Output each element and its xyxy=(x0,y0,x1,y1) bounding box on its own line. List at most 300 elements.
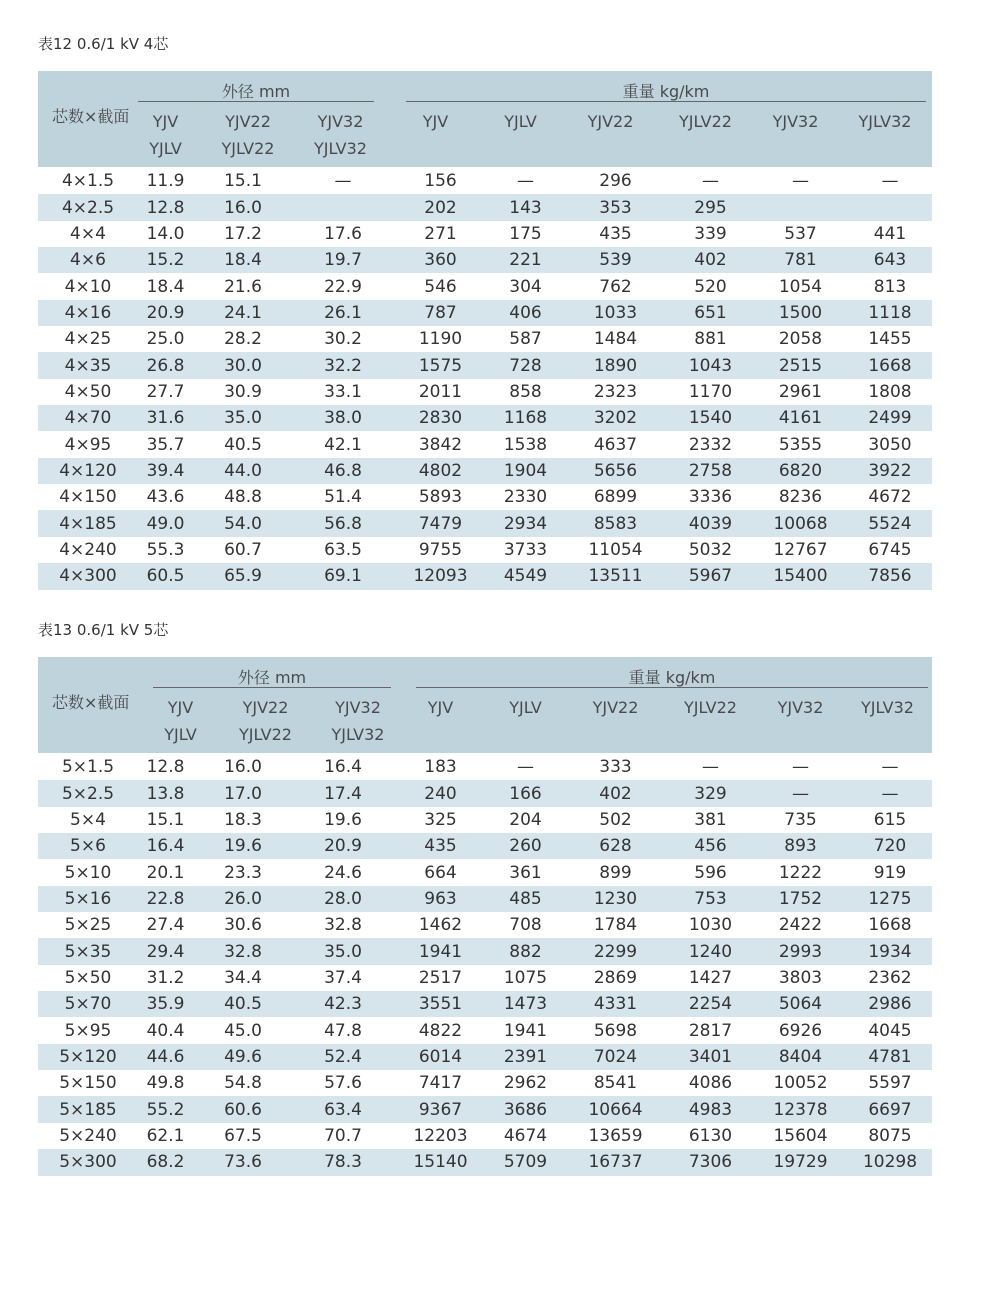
table-cell: 29.4 xyxy=(146,941,185,962)
table-cell: — xyxy=(881,171,899,192)
row-label: 4×50 xyxy=(64,381,112,402)
table-row xyxy=(38,807,932,833)
table-cell: 296 xyxy=(599,171,632,192)
table-cell: 28.0 xyxy=(324,888,362,909)
table-cell: 260 xyxy=(509,836,542,857)
table-cell: 325 xyxy=(424,809,457,830)
table-cell: 69.1 xyxy=(324,566,362,587)
table-row xyxy=(38,1096,932,1122)
table-cell: 5967 xyxy=(688,566,733,587)
wt-col-yjv22: YJV22 xyxy=(587,112,634,131)
table-cell: — xyxy=(517,757,534,778)
table-cell: 55.3 xyxy=(146,539,185,560)
table-cell: 7417 xyxy=(418,1073,463,1094)
table-cell: 19.7 xyxy=(324,250,362,271)
table-cell: 57.6 xyxy=(324,1073,362,1094)
table-cell: 6926 xyxy=(778,1020,823,1041)
table-cell: 753 xyxy=(694,888,727,909)
table-cell: 5597 xyxy=(868,1073,912,1094)
table-cell: 1427 xyxy=(688,967,733,988)
table-cell: 30.2 xyxy=(324,329,362,350)
table12 xyxy=(38,71,932,590)
table-cell: 30.0 xyxy=(224,355,262,376)
table-cell: 65.9 xyxy=(224,566,262,587)
table-cell: 12767 xyxy=(773,539,828,560)
row-label: 4×120 xyxy=(59,460,117,481)
table-cell: 6899 xyxy=(593,487,638,508)
table-cell: 63.4 xyxy=(324,1099,362,1120)
table-row xyxy=(38,379,932,405)
table-cell: 15140 xyxy=(413,1152,468,1173)
wt-col-yjlv32: YJLV32 xyxy=(861,698,914,717)
table-cell: 1484 xyxy=(593,329,638,350)
table-cell: 1075 xyxy=(503,967,548,988)
table-cell: 30.9 xyxy=(224,381,262,402)
table-cell: 1540 xyxy=(688,408,733,429)
table-cell: 5355 xyxy=(778,434,823,455)
table-cell: 2323 xyxy=(593,381,638,402)
table-cell: 73.6 xyxy=(224,1152,262,1173)
table-cell: 4674 xyxy=(503,1125,548,1146)
table-cell: 361 xyxy=(509,862,542,883)
table-cell: 78.3 xyxy=(324,1152,362,1173)
table-cell: 67.5 xyxy=(224,1125,262,1146)
table-cell: 1240 xyxy=(688,941,733,962)
table-cell: 587 xyxy=(509,329,542,350)
table-cell: 17.6 xyxy=(324,223,362,244)
od-group-rule xyxy=(153,687,391,688)
table-cell: 26.8 xyxy=(146,355,185,376)
table-cell: 1030 xyxy=(688,915,733,936)
table-cell: 1784 xyxy=(593,915,638,936)
table-cell: 1575 xyxy=(418,355,463,376)
table-cell: 2299 xyxy=(593,941,638,962)
table-cell: 882 xyxy=(509,941,542,962)
table-cell: 32.8 xyxy=(224,941,262,962)
table-cell: 2993 xyxy=(778,941,823,962)
table-cell: 329 xyxy=(694,783,727,804)
table-cell: 35.9 xyxy=(146,994,185,1015)
table-cell: 7479 xyxy=(418,513,463,534)
table-cell: — xyxy=(881,783,899,804)
table-cell: 13.8 xyxy=(146,783,185,804)
table-cell: 44.0 xyxy=(224,460,262,481)
table-cell: 28.2 xyxy=(224,329,262,350)
table13 xyxy=(38,657,932,1176)
table-row xyxy=(38,754,932,780)
table-cell: 10298 xyxy=(862,1152,918,1173)
table-cell: 899 xyxy=(599,862,632,883)
table-cell: 4331 xyxy=(593,994,638,1015)
table-cell: 15.2 xyxy=(146,250,185,271)
table-cell: 2961 xyxy=(778,381,823,402)
od-col-1-line2: YJLV xyxy=(149,139,182,158)
row-label: 5×240 xyxy=(59,1125,117,1146)
table-cell: — xyxy=(702,757,719,778)
table-cell: 48.8 xyxy=(224,487,262,508)
table12-header xyxy=(38,71,932,167)
od-col-1 xyxy=(153,694,208,748)
table-cell: 1190 xyxy=(418,329,463,350)
od-col-2-line2: YJLV22 xyxy=(239,725,292,744)
table-cell: 35.0 xyxy=(324,941,362,962)
table-row xyxy=(38,510,932,536)
table-cell: 4045 xyxy=(868,1020,912,1041)
table-cell: 546 xyxy=(424,276,457,297)
table-cell: 60.5 xyxy=(146,566,185,587)
table-cell: 1538 xyxy=(503,434,548,455)
od-col-1-line1: YJV xyxy=(167,698,194,717)
table-cell: 37.4 xyxy=(324,967,362,988)
table-cell: 781 xyxy=(784,250,817,271)
od-col-2 xyxy=(218,694,313,748)
table-cell: 893 xyxy=(784,836,817,857)
table-cell: 2934 xyxy=(503,513,548,534)
table-cell: 20.9 xyxy=(324,836,362,857)
table-cell: 12203 xyxy=(413,1125,468,1146)
table-cell: 6014 xyxy=(418,1046,463,1067)
table-cell: 17.2 xyxy=(224,223,262,244)
od-col-1 xyxy=(138,108,193,162)
table-cell: 596 xyxy=(694,862,727,883)
table-cell: 11.9 xyxy=(146,171,185,192)
table-cell: 49.6 xyxy=(224,1046,262,1067)
table-cell: 2330 xyxy=(503,487,548,508)
table-cell: 435 xyxy=(424,836,457,857)
table-cell: 1752 xyxy=(778,888,823,909)
table-cell: 19729 xyxy=(773,1152,828,1173)
table-cell: 4161 xyxy=(778,408,823,429)
table-cell: — xyxy=(881,757,899,778)
table-cell: 70.7 xyxy=(324,1125,362,1146)
od-col-3 xyxy=(293,108,388,162)
table-cell: 24.6 xyxy=(324,862,362,883)
od-col-3-line2: YJLV32 xyxy=(331,725,385,744)
table-cell: 762 xyxy=(599,276,632,297)
table-cell: 14.0 xyxy=(146,223,185,244)
table-cell: 520 xyxy=(694,276,727,297)
row-label: 4×10 xyxy=(64,276,112,297)
table-cell: 204 xyxy=(509,809,542,830)
table-cell: 1473 xyxy=(503,994,548,1015)
table-cell: 2058 xyxy=(778,329,823,350)
row-label: 5×10 xyxy=(64,862,112,883)
table-cell: 24.1 xyxy=(224,302,262,323)
row-label: 5×70 xyxy=(64,994,112,1015)
table-row xyxy=(38,458,932,484)
table-cell: 11054 xyxy=(588,539,643,560)
table-row xyxy=(38,194,932,220)
table-cell: 5032 xyxy=(688,539,733,560)
table-cell: 406 xyxy=(509,302,542,323)
table-cell: 2830 xyxy=(418,408,463,429)
od-col-2 xyxy=(193,108,303,162)
row-label: 5×185 xyxy=(59,1099,117,1120)
od-col-3-line1: YJV32 xyxy=(317,112,364,131)
table-cell: 32.2 xyxy=(324,355,362,376)
table-cell: 49.8 xyxy=(146,1073,185,1094)
table-cell: 202 xyxy=(424,197,457,218)
table-cell: 10068 xyxy=(773,513,828,534)
row-label: 5×4 xyxy=(70,809,106,830)
table-row xyxy=(38,484,932,510)
section-header: 芯数×截面 xyxy=(52,693,130,712)
row-label: 4×25 xyxy=(64,329,112,350)
od-col-1-line1: YJV xyxy=(152,112,179,131)
table-cell: 708 xyxy=(509,915,542,936)
table-cell: 27.4 xyxy=(146,915,185,936)
table-cell: 40.4 xyxy=(146,1020,185,1041)
table-cell: 16.0 xyxy=(224,197,262,218)
table-cell: 353 xyxy=(599,197,632,218)
table12-body xyxy=(38,167,932,590)
table-cell: — xyxy=(517,171,534,192)
table-cell: 47.8 xyxy=(324,1020,362,1041)
od-col-2-line2: YJLV22 xyxy=(221,139,275,158)
table-cell: 35.7 xyxy=(146,434,185,455)
table-cell: 55.2 xyxy=(146,1099,185,1120)
weight-group-rule xyxy=(416,687,928,688)
row-label: 5×150 xyxy=(59,1073,117,1094)
table-cell: 441 xyxy=(873,223,907,244)
table-row xyxy=(38,273,932,299)
table-cell: 25.0 xyxy=(146,329,185,350)
table-cell: 2869 xyxy=(593,967,638,988)
table-cell: 26.0 xyxy=(224,888,262,909)
wt-col-yjlv32: YJLV32 xyxy=(858,112,912,131)
table-cell: 60.6 xyxy=(224,1099,262,1120)
table-cell: 1668 xyxy=(868,355,912,376)
table-cell: 919 xyxy=(873,862,907,883)
table-cell: 19.6 xyxy=(224,836,262,857)
row-label: 4×6 xyxy=(70,250,106,271)
row-label: 4×1.5 xyxy=(61,171,115,192)
wt-col-yjv22: YJV22 xyxy=(592,698,639,717)
table-cell: 6745 xyxy=(868,539,912,560)
table-cell: 7856 xyxy=(868,566,912,587)
table-cell: 4822 xyxy=(418,1020,463,1041)
table-cell: 7024 xyxy=(593,1046,638,1067)
table-cell: 56.8 xyxy=(324,513,362,534)
table-cell: 52.4 xyxy=(324,1046,362,1067)
table-cell: 381 xyxy=(694,809,727,830)
table-cell: 2362 xyxy=(868,967,912,988)
weight-group-header: 重量 kg/km xyxy=(628,668,716,687)
table-cell: 3733 xyxy=(503,539,548,560)
table-cell: 402 xyxy=(599,783,632,804)
table-cell: 240 xyxy=(424,783,457,804)
weight-group-header: 重量 kg/km xyxy=(622,82,710,101)
table-cell: 1934 xyxy=(868,941,912,962)
table-row xyxy=(38,300,932,326)
table-cell: 3401 xyxy=(688,1046,733,1067)
table-cell: 539 xyxy=(599,250,632,271)
table-cell: 615 xyxy=(873,809,907,830)
table-cell: 54.0 xyxy=(224,513,262,534)
table-cell: 4802 xyxy=(418,460,463,481)
od-group-header: 外径 mm xyxy=(237,668,307,687)
row-label: 5×95 xyxy=(64,1020,112,1041)
od-group-rule xyxy=(138,101,374,102)
table-cell: 8583 xyxy=(593,513,638,534)
table-row xyxy=(38,1044,932,1070)
table-cell: 5709 xyxy=(503,1152,548,1173)
table-cell: 68.2 xyxy=(146,1152,185,1173)
table-cell: 1941 xyxy=(418,941,463,962)
table-row xyxy=(38,780,932,806)
od-group-header: 外径 mm xyxy=(221,82,291,101)
table-cell: 23.3 xyxy=(224,862,262,883)
table-row xyxy=(38,991,932,1017)
od-col-3-line1: YJV32 xyxy=(335,698,381,717)
table-cell: 15.1 xyxy=(224,171,262,192)
table-row xyxy=(38,537,932,563)
table-cell: 166 xyxy=(509,783,542,804)
table-row xyxy=(38,563,932,589)
table-cell: 16.0 xyxy=(224,757,262,778)
table-cell: 8404 xyxy=(778,1046,823,1067)
table-row xyxy=(38,221,932,247)
row-label: 4×300 xyxy=(59,566,117,587)
table-cell: 1230 xyxy=(593,888,638,909)
od-col-3 xyxy=(313,694,403,748)
table-cell: 175 xyxy=(509,223,542,244)
row-label: 5×1.5 xyxy=(61,757,115,778)
table-cell: 813 xyxy=(873,276,907,297)
table-cell: 13511 xyxy=(588,566,643,587)
table-cell: 4039 xyxy=(688,513,733,534)
table-cell: 5064 xyxy=(778,994,823,1015)
table-cell: 728 xyxy=(509,355,542,376)
table-cell: 1170 xyxy=(688,381,733,402)
table-cell: 3050 xyxy=(868,434,912,455)
table-cell: 10664 xyxy=(588,1099,643,1120)
table-cell: 664 xyxy=(424,862,457,883)
table-cell: 5698 xyxy=(593,1020,638,1041)
table-cell: 304 xyxy=(509,276,542,297)
table-cell: — xyxy=(792,757,809,778)
table-cell: 651 xyxy=(694,302,727,323)
table-cell: 1500 xyxy=(778,302,823,323)
table-cell: 10052 xyxy=(773,1073,828,1094)
table-cell: 2986 xyxy=(868,994,912,1015)
table-cell: 333 xyxy=(599,757,632,778)
table-cell: 2254 xyxy=(688,994,733,1015)
table-cell: 2011 xyxy=(418,381,463,402)
table-cell: 31.6 xyxy=(146,408,185,429)
table-row xyxy=(38,168,932,194)
table-cell: 1462 xyxy=(418,915,463,936)
wt-col-yjv: YJV xyxy=(427,698,454,717)
table-cell: 38.0 xyxy=(324,408,362,429)
table-cell: 502 xyxy=(599,809,632,830)
row-label: 4×35 xyxy=(64,355,112,376)
table-cell: 31.2 xyxy=(146,967,185,988)
table-cell: 22.9 xyxy=(324,276,362,297)
row-label: 5×2.5 xyxy=(61,783,115,804)
table13-header xyxy=(38,657,932,753)
table-cell: 3842 xyxy=(418,434,463,455)
table-cell: 1054 xyxy=(778,276,823,297)
table-cell: 1668 xyxy=(868,915,912,936)
table-cell: 402 xyxy=(694,250,727,271)
table-cell: 19.6 xyxy=(324,809,362,830)
wt-col-yjv32: YJV32 xyxy=(772,112,819,131)
table-cell: 295 xyxy=(694,197,727,218)
table-cell: 537 xyxy=(784,223,817,244)
table-cell: 1808 xyxy=(868,381,912,402)
table-cell: 628 xyxy=(599,836,632,857)
table-cell: 221 xyxy=(509,250,542,271)
table-cell: 2758 xyxy=(688,460,733,481)
table13-caption: 表13 0.6/1 kV 5芯 xyxy=(38,621,169,639)
table-cell: 1168 xyxy=(503,408,548,429)
table-cell: 12378 xyxy=(773,1099,828,1120)
table-cell: 143 xyxy=(509,197,542,218)
table-row xyxy=(38,833,932,859)
row-label: 5×120 xyxy=(59,1046,117,1067)
table-cell: 6697 xyxy=(868,1099,912,1120)
table-cell: 2817 xyxy=(688,1020,733,1041)
table-row xyxy=(38,352,932,378)
table-cell: 60.7 xyxy=(224,539,262,560)
table-cell: 42.1 xyxy=(324,434,362,455)
table-cell: 13659 xyxy=(588,1125,643,1146)
table-cell: 22.8 xyxy=(146,888,185,909)
table-row xyxy=(38,886,932,912)
table-cell: 339 xyxy=(694,223,727,244)
table-row xyxy=(38,1070,932,1096)
table-cell: 54.8 xyxy=(224,1073,262,1094)
od-col-3-line2: YJLV32 xyxy=(314,139,367,158)
table-cell: 787 xyxy=(424,302,457,323)
table-row xyxy=(38,1149,932,1175)
table-cell: 49.0 xyxy=(146,513,185,534)
wt-col-yjlv22: YJLV22 xyxy=(679,112,732,131)
table-row xyxy=(38,326,932,352)
row-label: 5×16 xyxy=(64,888,112,909)
table-cell: 20.9 xyxy=(146,302,185,323)
table-cell: 63.5 xyxy=(324,539,362,560)
row-label: 5×35 xyxy=(64,941,112,962)
table-cell: 156 xyxy=(424,171,457,192)
table-cell: 8541 xyxy=(593,1073,638,1094)
table-cell: 1118 xyxy=(868,302,912,323)
table-cell: 5524 xyxy=(868,513,912,534)
row-label: 4×16 xyxy=(64,302,112,323)
table-cell: 2391 xyxy=(503,1046,548,1067)
od-col-1-line2: YJLV xyxy=(164,725,197,744)
table-cell: 5656 xyxy=(593,460,638,481)
table-cell: 963 xyxy=(424,888,457,909)
row-label: 5×50 xyxy=(64,967,112,988)
table-cell: 35.0 xyxy=(224,408,262,429)
row-label: 4×240 xyxy=(59,539,117,560)
row-label: 5×6 xyxy=(70,836,106,857)
table-cell: 2517 xyxy=(418,967,463,988)
table-cell: 51.4 xyxy=(324,487,362,508)
table-cell: 1904 xyxy=(503,460,548,481)
table-cell: 6820 xyxy=(778,460,823,481)
row-label: 4×150 xyxy=(59,487,117,508)
table-row xyxy=(38,859,932,885)
table-cell: 39.4 xyxy=(146,460,185,481)
table-cell: 15400 xyxy=(773,566,828,587)
row-label: 5×25 xyxy=(64,915,112,936)
table-cell: 720 xyxy=(873,836,907,857)
table-cell: 1275 xyxy=(868,888,912,909)
row-label: 4×95 xyxy=(64,434,112,455)
